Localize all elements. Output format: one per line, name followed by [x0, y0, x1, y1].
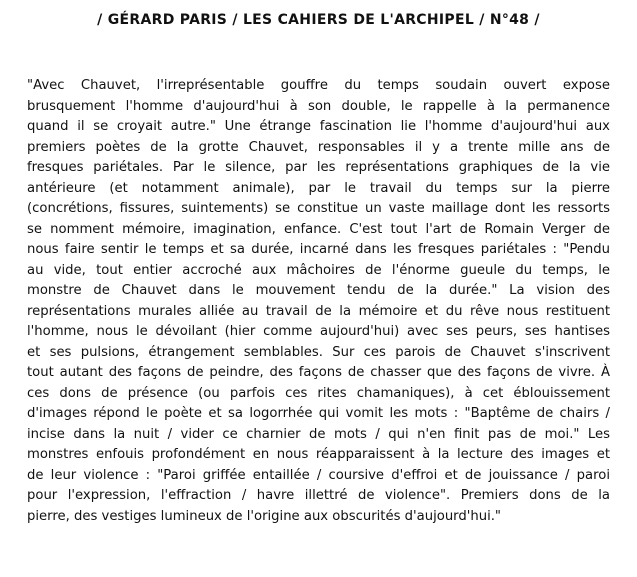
article-line: monstre de Chauvet dans le mouvement tendu de la durée." La vision des — [27, 283, 610, 298]
article-line: quand il se croyait autre." Une étrange fascination lie l'homme d'aujourd'hui aux — [27, 119, 610, 134]
article-line: tout autant des façons de peindre, des façons de chasser que des façons de vivre. À — [27, 365, 610, 380]
page-heading: / GÉRARD PARIS / LES CAHIERS DE L'ARCHIPEL / N°48 / — [97, 12, 540, 28]
article-line: (concrétions, fissures, suintements) se constitue un vaste maillage dont les ressorts — [27, 201, 610, 216]
article-line: l'homme, nous le dévoilant (hier comme aujourd'hui) avec ses peurs, ses hantises — [27, 324, 610, 339]
article-line: nous faire sentir le temps et sa durée, incarné dans les fresques pariétales : "Pendu — [27, 242, 610, 257]
article-line: monstres enfouis profondément en nous réapparaissent à la lecture des images et — [27, 447, 610, 462]
article-line: fresques pariétales. Par le silence, par les représentations graphiques de la vie — [27, 160, 610, 175]
article-line: de leur violence : "Paroi griffée entaillée / coursive d'effroi et de jouissance / paroi — [27, 467, 610, 483]
article-line: se nomment mémoire, imagination, enfance. C'est tout l'art de Romain Verger de — [27, 221, 610, 237]
article-line: représentations murales alliée au travail de la mémoire et du rêve nous restituent — [27, 303, 610, 319]
article-line: antérieure (et notamment animale), par le travail du temps sur la pierre — [27, 180, 610, 196]
article-line: "Avec Chauvet, l'irreprésentable gouffre du temps soudain ouvert expose — [27, 78, 610, 93]
article-line: d'images répond le poète et sa logorrhée qui vomit les mots : "Baptême de chairs / — [27, 406, 610, 421]
article-line: pierre, des vestiges lumineux de l'origine aux obscurités d'aujourd'hui." — [27, 508, 501, 524]
article-line: au vide, tout entier accroché aux mâchoires de l'énorme gueule du temps, le — [27, 262, 610, 278]
article-line: pour l'expression, l'effraction / havre illettré de violence". Premiers dons de la — [27, 488, 610, 503]
article-line: et ses pulsions, étrangement semblables. Sur ces parois de Chauvet s'inscrivent — [27, 344, 610, 360]
article-body — [27, 76, 610, 527]
article-line: premiers poètes de la grotte Chauvet, responsables il y a trente mille ans de — [27, 139, 610, 155]
article-line: brusquement l'homme d'aujourd'hui à son double, le rappelle à la permanence — [27, 98, 610, 114]
article-line: ces dons de présence (ou parfois ces rites chamaniques), à cet éblouissement — [27, 385, 610, 401]
article-line: incise dans la nuit / vider ce charnier de mots / qui n'en finit pas de moi." Les — [27, 426, 610, 442]
